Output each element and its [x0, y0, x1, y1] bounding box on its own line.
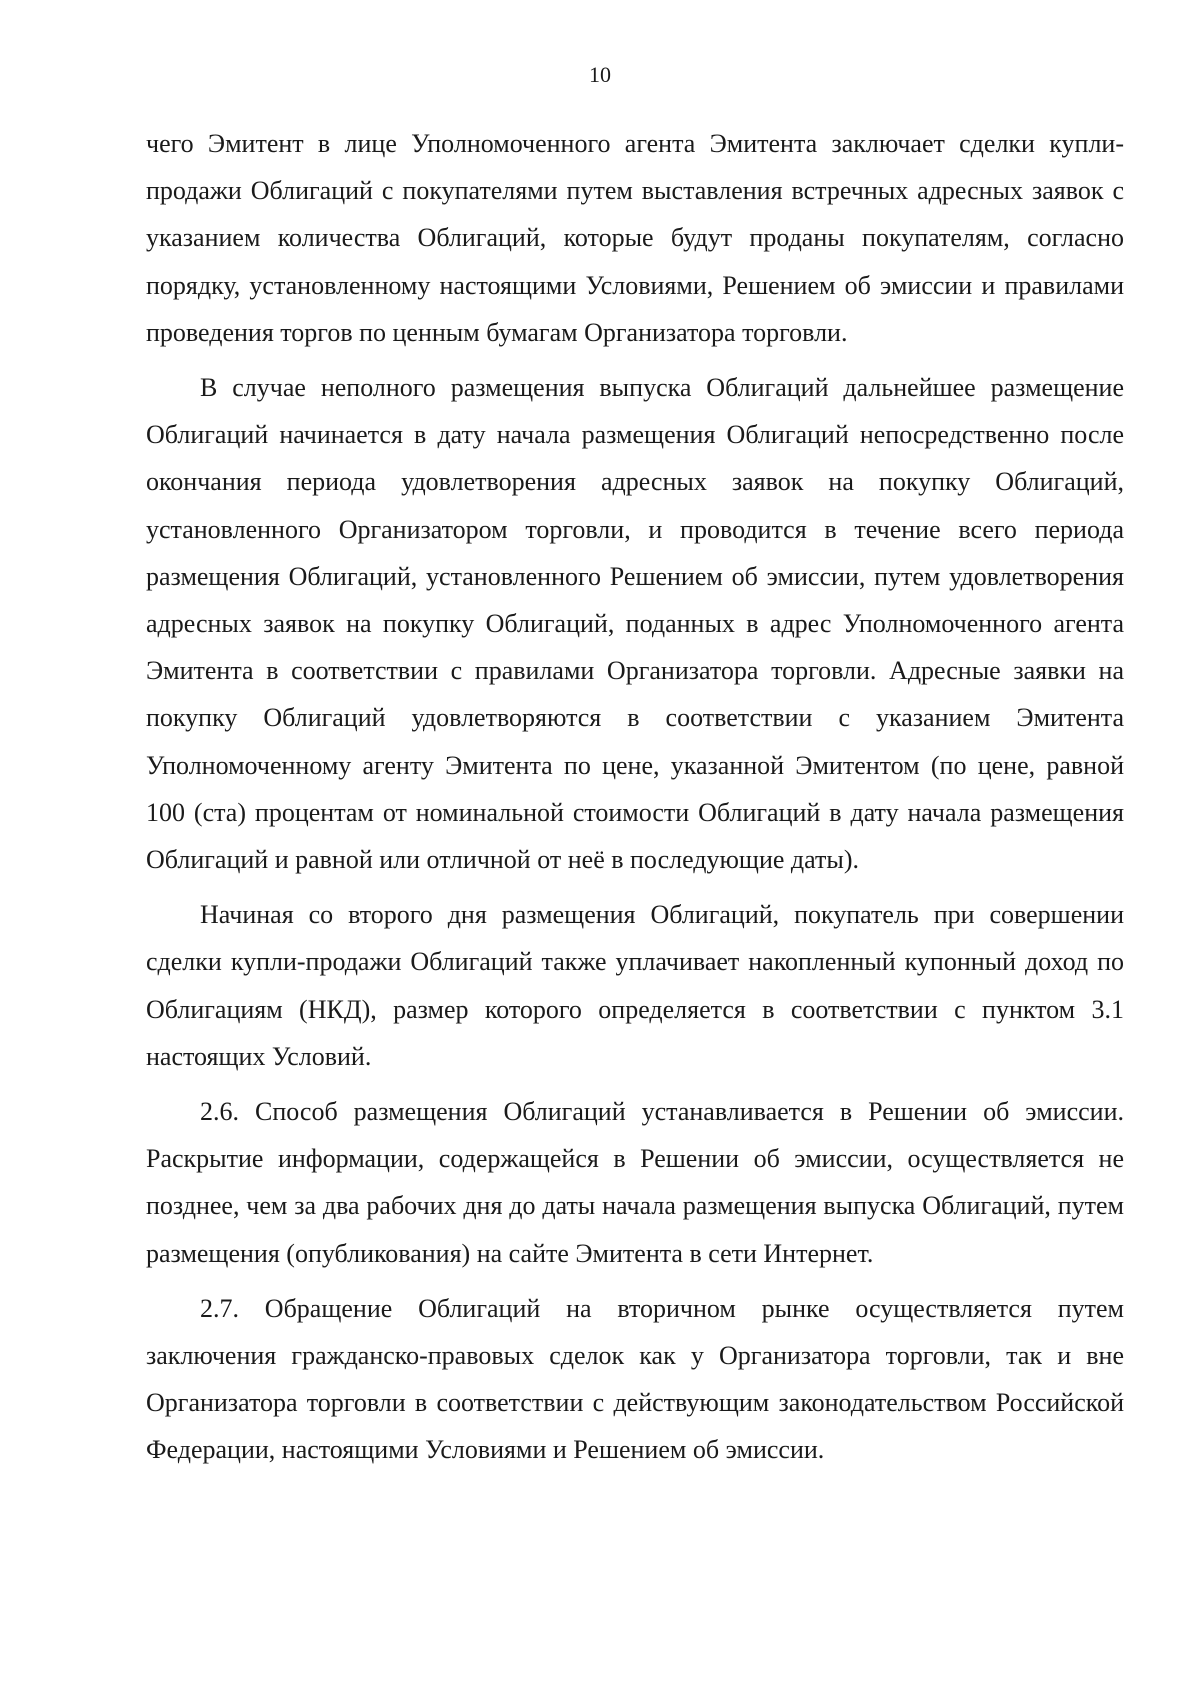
paragraph-section-2-6: 2.6. Способ размещения Облигаций устанавливается в Решении об эмиссии. Раскрытие информации, содержащейся в Решении об эмиссии, осуществляется не позднее, чем за два рабочих дня до даты начала размещения выпуска Облигаций, путем размещения (опубликования) на сайте Эмитента в сети Интернет. [146, 1097, 1124, 1268]
paragraph-partial-placement: В случае неполного размещения выпуска Облигаций дальнейшее размещение Облигаций начинается в дату начала размещения Облигаций непосредственно после окончания периода удовлетворения адресных заявок на покупку Облигаций, установленного Организатором торговли, и проводится в течение всего периода размещения Облигаций, установленного Решением об эмиссии, путем удовлетворения адресных заявок на покупку Облигаций, поданных в адрес Уполномоченного агента Эмитента в соответствии с правилами Организатора торговли. Адресные заявки на покупку Облигаций удовлетворяются в соответствии с указанием Эмитента Уполномоченному агенту Эмитента по цене, указанной Эмитентом (по цене, равной 100 (ста) процентам от номинальной стоимости Облигаций в дату начала размещения Облигаций и равной или отличной от неё в последующие даты). [146, 373, 1124, 875]
paragraph-accrued-coupon: Начиная со второго дня размещения Облигаций, покупатель при совершении сделки купли-продажи Облигаций также уплачивает накопленный купонный доход по Облигациям (НКД), размер которого определяется в соответствии с пунктом 3.1 настоящих Условий. [146, 900, 1124, 1071]
paragraph-continuation: чего Эмитент в лице Уполномоченного агента Эмитента заключает сделки купли-продажи Облигаций с покупателями путем выставления встречных адресных заявок с указанием количества Облигаций, которые будут проданы покупателям, согласно порядку, установленному настоящими Условиями, Решением об эмиссии и правилами проведения торгов по ценным бумагам Организатора торговли. [146, 129, 1124, 347]
document-body [146, 120, 1124, 1474]
paragraph-section-2-7: 2.7. Обращение Облигаций на вторичном рынке осуществляется путем заключения гражданско-правовых сделок как у Организатора торговли, так и вне Организатора торговли в соответствии с действующим законодательством Российской Федерации, настоящими Условиями и Решением об эмиссии. [146, 1293, 1124, 1465]
page-number: 10 [589, 62, 611, 87]
